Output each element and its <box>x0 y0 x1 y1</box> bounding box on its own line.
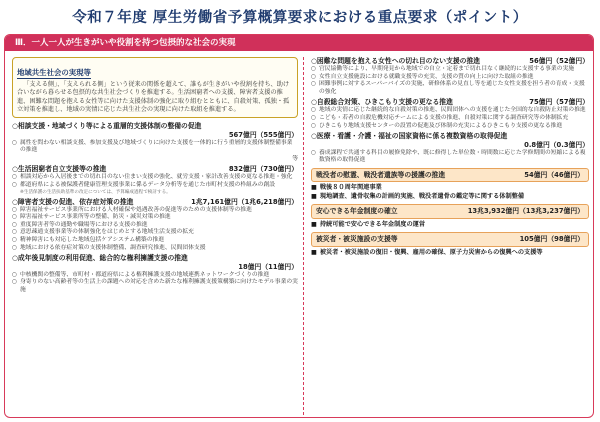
item-bullet: ○ 身寄りのない高齢者等の生活上の課題への対応を含めた新たな権利擁護支援策構築に向けたモデル事業の実施 <box>12 279 298 294</box>
item-bullet: ○ 女性自立支援施設における就職支援等の充実、支援の質の向上に向けた取組の推進 <box>311 74 589 82</box>
item-bullet: ○ 障害福祉サービス事業所等の整備、防災・減災対策の推進 <box>12 214 298 222</box>
item-amount: 567億円（555億円） <box>228 131 298 140</box>
box-label: 戦没者の慰霊、戦没者遺族等の援護の推進 <box>316 170 446 179</box>
item-amount: 18億円（11億円） <box>238 263 298 272</box>
intro-heading: 地域共生社会の実現等 <box>17 68 91 77</box>
item-bullet: ○ 意思疎通支援事業等の体制強化をはじめとする地域生活支援の拡充 <box>12 229 298 237</box>
item-title: ○相談支援・地域づくり等による重層的支援体制の整備の促進 <box>12 122 202 131</box>
item-bullet: ○ 属性を問わない相談支援、参加支援及び地域づくりに向けた支援を一体的に行う重層的支援体制整備事業の推進 <box>12 140 298 155</box>
pension-bullet: ■ 持続可能で安心できる年金制度の運営 <box>311 221 589 230</box>
item-bullet: ○ 中核機関の整備等、市町村・都道府県による権利擁護支援の地域連携ネットワークづくりの推進 <box>12 272 298 280</box>
item-multi-license <box>311 132 589 165</box>
victim-bullet: ■ 被災者・被災施設の復旧・復興、雇用の確保、原子力災害からの復興への支援等 <box>311 249 589 258</box>
right-column <box>311 57 589 415</box>
item-guardianship <box>12 254 298 294</box>
item-bullet: ○ こども・若者の自殺危機対応チームによる支援の推進、自殺対策に関する調査研究等の体制拡充 <box>311 115 589 123</box>
item-title: ○成年後見制度の利用促進、総合的な権利擁護支援の推進 <box>12 254 188 263</box>
item-bullet: ○ 困難事例に対するスーパーバイズの実施、研修体系の見直し等を通じた女性支援を担う者の育成・支援の強化 <box>311 81 589 96</box>
item-bullet: ○ 都道府県による被保護者健康管理支援事業に係るデータ分析等を通じた市町村支援の枠組みの創設 <box>12 182 298 190</box>
item-note: ※生活保護の生活扶助基準の改定については、予算編成過程で検討する。 <box>20 189 171 195</box>
item-etc: 等 <box>292 155 298 162</box>
item-amount: 1兆7,161億円（1兆6,218億円） <box>191 197 298 206</box>
content-frame <box>4 34 594 418</box>
item-bullet: ○ 障害福祉サービス事業所における人材確保や処遇改善の促進等のための支援体制等の推進 <box>12 207 298 215</box>
item-bullet: ○ ひきこもり地域支援センターの設置の促進及び体制の充実によるひきこもり支援の更なる推進 <box>311 123 589 131</box>
column-divider <box>303 57 304 415</box>
box-amount: 105億円（98億円） <box>519 235 584 244</box>
item-bullet: ○ 養成課程で共通する科目の履修免除や、既に修得した単位数・時間数に応じた学修期間の短縮による複数資格の取得促進 <box>311 150 589 165</box>
item-disability <box>12 198 298 253</box>
item-bullet: ○ 精神障害にも対応した地域包括ケアシステム構築の推進 <box>12 237 298 245</box>
disaster-victim-box <box>311 232 589 247</box>
item-title: ○生活困窮者自立支援等の推進 <box>12 165 107 174</box>
war-bullet: ■ 現地調査、遺骨収集の計画的実施、戦没者遺骨の鑑定等に関する体制整備 <box>311 193 589 202</box>
item-amount: 832億円（730億円） <box>228 165 298 174</box>
item-amount: 75億円（57億円） <box>529 98 589 107</box>
item-suicide-prevention <box>311 98 589 130</box>
item-amount: 0.8億円（0.3億円） <box>524 141 589 150</box>
box-amount: 54億円（46億円） <box>524 170 584 179</box>
box-label: 被災者・被災施設の支援等 <box>316 235 398 244</box>
section-banner: Ⅲ．一人一人が生きがいや役割を持つ包摂的な社会の実現 <box>5 35 593 51</box>
item-consultation <box>12 122 298 163</box>
war-memorial-box <box>311 168 589 183</box>
box-amount: 13兆3,932億円（13兆3,237億円） <box>467 207 584 216</box>
intro-box <box>12 57 298 118</box>
box-label: 安心できる年金制度の確立 <box>316 207 398 216</box>
left-column <box>12 57 298 415</box>
item-women-support <box>311 57 589 96</box>
war-bullet: ■ 戦後８０周年関連事業 <box>311 184 589 193</box>
pension-box <box>311 204 589 219</box>
item-bullet: ○ 重度障害者等の通勤や職場等における支援の推進 <box>12 222 298 230</box>
item-title: ○医療・看護・介護・福祉の国家資格に係る複数資格の取得促進 <box>311 132 508 141</box>
intro-body: 「支える側」、「支えられる側」という従来の関係を超えて、誰もが生きがいや役割を持ち、助け合いながら暮らせる包摂的な共生社会づくりを推進する。生活困窮者への支援、障害者支援の推進、困難な問題を抱える女性等に向けた支援体制の強化に取り組むとともに、自殺対策、孤独・孤立対策を推進し、地域の実情に応じた共生社会の実現に向けた取組を推進する。 <box>17 81 290 113</box>
item-title: ○困難な問題を抱える女性への切れ目のない支援の推進 <box>311 57 481 65</box>
item-title: ○障害者支援の促進、依存症対策の推進 <box>12 197 134 206</box>
item-title: ○自殺総合対策、ひきこもり支援の更なる推進 <box>311 98 453 107</box>
item-bullet: ○ 相談対応から入居後までの切れ目のない住まい支援の強化、就労支援・家計改善支援の更なる推進・強化 <box>12 174 298 182</box>
page-title: 令和７年度 厚生労働省予算概算要求における重点要求（ポイント） <box>72 10 528 26</box>
item-amount: 56億円（52億円） <box>529 57 589 65</box>
item-bullet: ○ 官民協働等により、早期発見から地域での自立・定着まで切れ目なく継続的に支援する事業の実施 <box>311 66 589 74</box>
item-bullet: ○ 地域における依存症対策の支援体制整備、調査研究推進、民間団体支援 <box>12 245 298 253</box>
item-poverty <box>12 165 298 195</box>
item-bullet: ○ 地域の実情に応じた継続的な自殺対策の推進、民間団体への支援を通じた全国的な自殺防止対策の推進 <box>311 107 589 115</box>
